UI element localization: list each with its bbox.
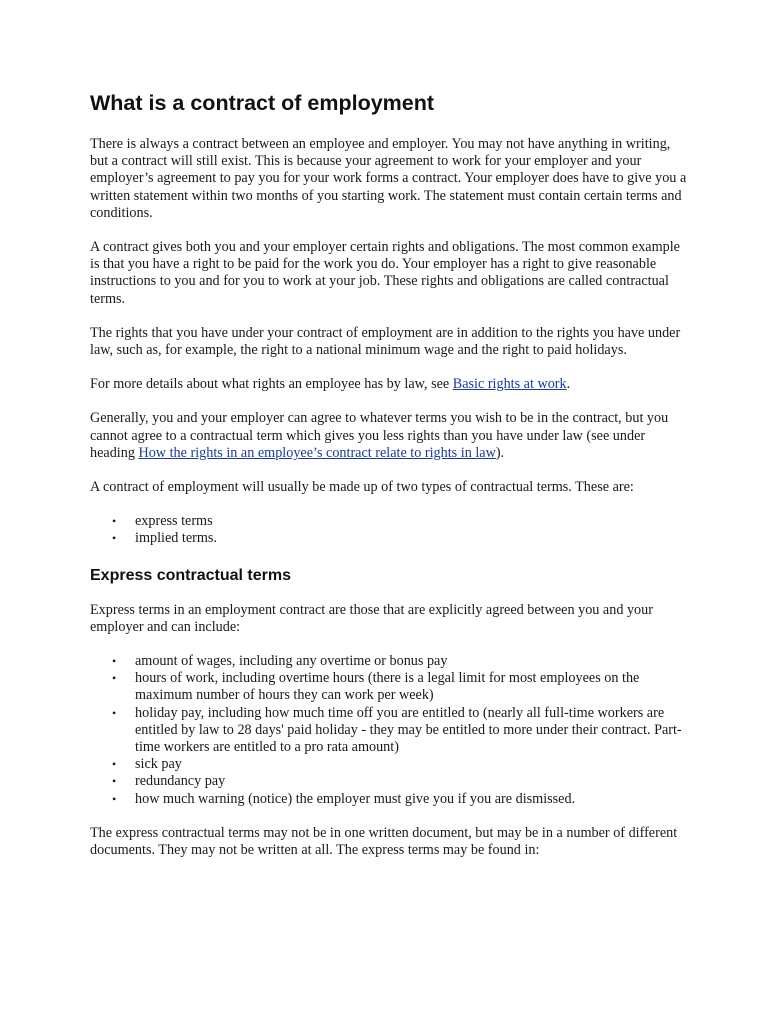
more-details-end: .	[566, 376, 571, 393]
paragraph-rights-obligations: A contract gives both you and your employer certain rights and obligations. The most common example is that you have a right to be paid for the work you do. Your employer has a right to give reasonable instructions to you and for you to work at your job. These rights and obligations are called contractual terms.	[90, 239, 680, 307]
list-item: • express terms	[135, 513, 690, 530]
express-terms-list	[90, 653, 690, 808]
paragraph-two-types: A contract of employment will usually be made up of two types of contractual terms. These are:	[90, 479, 634, 496]
list-item: • amount of wages, including any overtime or bonus pay	[135, 653, 690, 670]
paragraph-more-details	[90, 376, 690, 393]
agree-terms-end: ).	[495, 444, 505, 461]
list-item: • hours of work, including overtime hours (there is a legal limit for most employees on the maximum number of hours they can work per week)	[135, 670, 690, 704]
rights-relate-link[interactable]: How the rights in an employee’s contract relate to rights in law	[138, 444, 496, 461]
section-heading-express-terms: Express contractual terms	[90, 566, 291, 584]
document-page	[90, 88, 690, 876]
page-title: What is a contract of employment	[90, 91, 435, 115]
list-item: • redundancy pay	[135, 773, 690, 790]
list-item: • sick pay	[135, 756, 690, 773]
paragraph-rights-under-law: The rights that you have under your contract of employment are in addition to the rights you have under law, such as, for example, the right to a national minimum wage and the right to paid holidays.	[90, 324, 681, 359]
list-item: • implied terms.	[135, 530, 690, 547]
more-details-text: For more details about what rights an employee has by law, see	[90, 376, 453, 393]
term-types-list	[90, 513, 690, 547]
basic-rights-link[interactable]: Basic rights at work	[452, 376, 567, 393]
paragraph-express-terms-found: The express contractual terms may not be in one written document, but may be in a number of different documents. They may not be written at all. The express terms may be found in:	[90, 824, 678, 859]
paragraph-contract-exists: There is always a contract between an employee and employer. You may not have anything in writing, but a contract will still exist. This is because your agreement to work for your employer and your employer’s agreement to pay you for your work forms a contract. Your employer does have to give you a written statement within two months of you starting work. The statement must contain certain terms and conditions.	[90, 136, 687, 221]
list-item: • how much warning (notice) the employer must give you if you are dismissed.	[135, 791, 690, 808]
list-item: • holiday pay, including how much time off you are entitled to (nearly all full-time workers are entitled by law to 28 days' paid holiday - they may be entitled to more under their contract. Part-time workers are entitled to a pro rata amount)	[135, 705, 690, 757]
paragraph-express-terms-intro: Express terms in an employment contract are those that are explicitly agreed between you and your employer and can include:	[90, 601, 653, 635]
agree-terms-text: Generally, you and your employer can agree to whatever terms you wish to be in the contract, but you cannot agree to a contractual term which gives you less rights than you have under law (see under heading	[90, 410, 669, 461]
paragraph-agree-terms	[90, 410, 690, 462]
